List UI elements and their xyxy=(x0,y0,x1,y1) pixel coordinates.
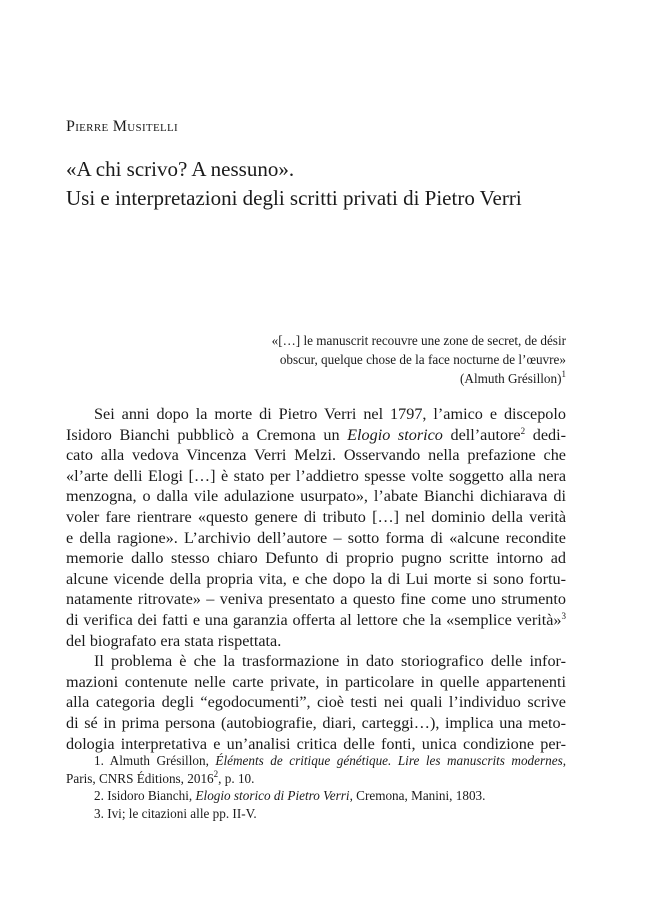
footnote-3: 3. Ivi; le citazioni alle pp. II-V. xyxy=(94,805,257,821)
footnote-1-cont: Paris, CNRS Éditions, 2016$^2$, p. 10. xyxy=(66,768,255,786)
body-line: menzogna, o dalla vile adulazione usurpato», l’abate Bianchi dichiarava di xyxy=(66,487,566,506)
article-title xyxy=(66,155,522,213)
body-line: Isidoro Bianchi pubblicò a Cremona un Elogio storico dell’autore$^2$ dedi- xyxy=(66,425,566,444)
body-line: dologia interpretativa e un’analisi critica delle fonti, unica condizione per- xyxy=(66,734,566,753)
epigraph-attribution-text: (Almuth Grésillon) xyxy=(460,371,562,386)
author-name: Pierre Musitelli xyxy=(66,118,178,135)
body-line: cato alla vedova Vincenza Verri Melzi. Osservando nella prefazione che xyxy=(66,446,566,465)
book-title: Elogio storico xyxy=(347,425,443,444)
body-line: natamente ritrovate» – veniva presentato a questo fine come uno strumento xyxy=(66,590,566,609)
footnote-2: 2. Isidoro Bianchi, Elogio storico di Pietro Verri, Cremona, Manini, 1803. xyxy=(94,788,486,803)
body-line: Il problema è che la trasformazione in dato storiografico delle infor- xyxy=(94,652,566,671)
body-line: alcune vicende della propria vita, e che dopo la di Lui morte si sono fortu- xyxy=(66,569,566,588)
footnote-1: 1. Almuth Grésillon, Éléments de critique génétique. Lire les manuscrits modernes, xyxy=(94,753,566,768)
body-line: e della ragione». L’archivio dell’autore – sotto forma di «alcune recondite xyxy=(66,528,566,547)
body-line: mazioni contenute nelle carte private, in particolare in quelle appartenenti xyxy=(66,672,566,691)
epigraph xyxy=(236,331,566,388)
body-line: di verifica dei fatti e una garanzia offerta al lettore che la «semplice verità»$^3$ xyxy=(66,610,566,629)
footnote-ref-1: 1 xyxy=(561,369,566,379)
body-line: del biografato era stata rispettata. xyxy=(66,631,282,650)
title-line-2: Usi e interpretazioni degli scritti privati di Pietro Verri xyxy=(66,186,522,210)
footnote-ref-2: 2 xyxy=(520,425,526,436)
body-line: memorie dallo stesso chiaro Defunto di proprio pugno scritte intorno ad xyxy=(66,549,566,568)
body-line: «l’arte delli Elogi […] è stato per l’addietro spesse volte soggetto alla nera xyxy=(66,466,566,485)
footnote-ref-3: 3 xyxy=(561,610,566,621)
footnotes xyxy=(66,752,566,822)
epigraph-line-2: obscur, quelque chose de la face nocturne de l’œuvre» xyxy=(279,352,566,367)
epigraph-line-1: «[…] le manuscrit recouvre une zone de secret, de désir xyxy=(271,333,566,348)
body-line: Sei anni dopo la morte di Pietro Verri nel 1797, l’amico e discepolo xyxy=(94,405,566,423)
epigraph-attribution xyxy=(236,369,566,388)
body-line: di sé in prima persona (autobiografie, diari, carteggi…), implica una meto- xyxy=(66,713,566,732)
title-line-1: «A chi scrivo? A nessuno». xyxy=(66,157,295,181)
body-line: voler fare rientrare «questo genere di tributo […] nel dominio della verità xyxy=(66,507,566,526)
body-text xyxy=(66,404,566,754)
body-line: alla categoria degli “egodocumenti”, cioè testi nei quali l’individuo scrive xyxy=(66,693,566,712)
